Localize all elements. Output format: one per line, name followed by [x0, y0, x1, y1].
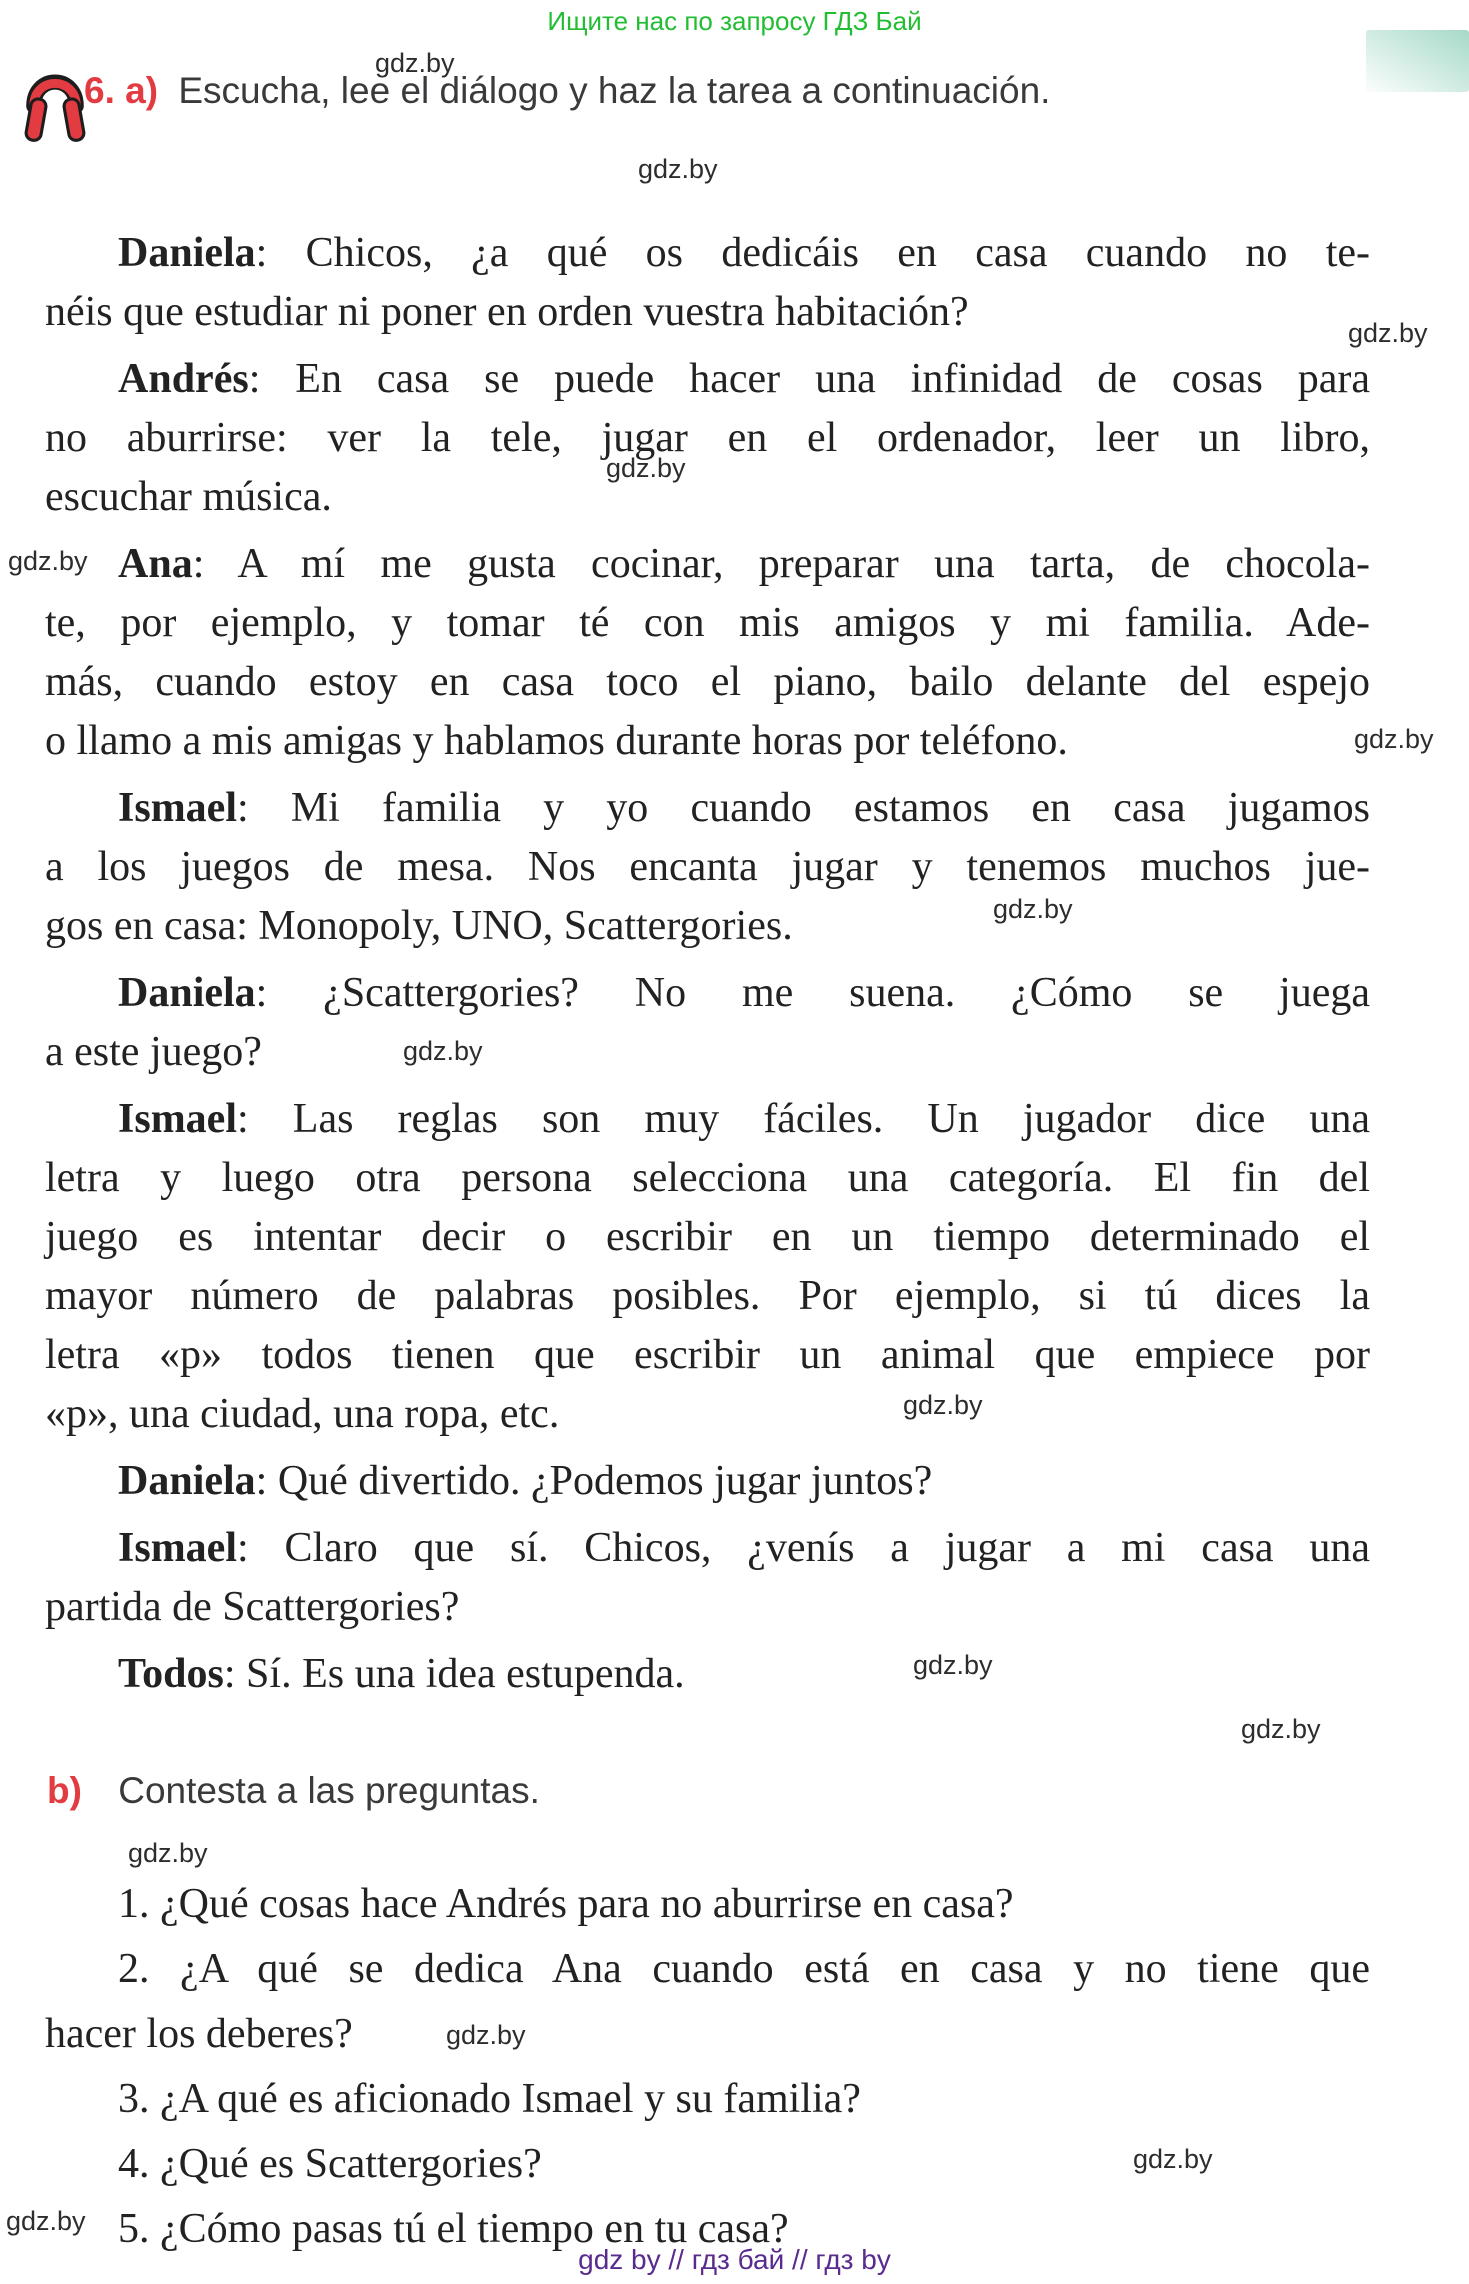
question-item: [45, 1872, 1370, 1937]
question-item: [45, 1937, 1370, 2067]
part-a-title: Escucha, lee el diálogo y haz la tarea a continuación.: [178, 70, 1051, 111]
dialogue-line: Daniela: Qué divertido. ¿Podemos jugar juntos?: [118, 1458, 933, 1504]
dialogue-line: más, cuando estoy en casa toco el piano, bailo delante del espejo: [45, 659, 1370, 705]
question-line: 1. ¿Qué cosas hace Andrés para no aburrirse en casa?: [118, 1881, 1014, 1927]
speaker-name: Daniela: [118, 230, 256, 276]
question-item: [45, 2067, 1370, 2132]
part-b-title: Contesta a las preguntas.: [118, 1770, 540, 1811]
speaker-name: Ana: [118, 541, 193, 587]
dialogue-paragraph: [45, 1519, 1370, 1637]
dialogue: [45, 224, 1370, 1704]
dialogue-paragraph: [45, 779, 1370, 956]
speaker-name: Ismael: [118, 785, 237, 831]
part-b-label: b): [47, 1770, 82, 1811]
gdz-watermark: gdz.by: [128, 1838, 208, 1868]
dialogue-line: Daniela: ¿Scattergories? No me suena. ¿Cómo se juega: [118, 970, 1370, 1016]
gdz-watermark: gdz.by: [1133, 2144, 1213, 2174]
exercise-number: 6.: [84, 70, 115, 111]
gdz-watermark: gdz.by: [8, 546, 88, 576]
dialogue-line: a los juegos de mesa. Nos encanta jugar y tenemos muchos jue-: [45, 844, 1370, 890]
promo-banner: Ищите нас по запросу ГДЗ Бай: [547, 6, 922, 36]
questions-list: [45, 1872, 1370, 2262]
speaker-name: Ismael: [118, 1525, 237, 1571]
speaker-name: Ismael: [118, 1096, 237, 1142]
gdz-watermark: gdz.by: [606, 453, 686, 483]
dialogue-paragraph: [45, 1090, 1370, 1444]
dialogue-paragraph: [45, 1645, 1370, 1704]
dialogue-paragraph: [45, 1452, 1370, 1511]
gdz-watermark: gdz.by: [638, 154, 718, 184]
dialogue-line: juego es intentar decir o escribir en un tiempo determinado el: [45, 1214, 1370, 1260]
gdz-watermark: gdz.by: [1348, 318, 1428, 348]
dialogue-line: Andrés: En casa se puede hacer una infinidad de cosas para: [118, 356, 1370, 402]
question-item: [45, 2132, 1370, 2197]
question-line: 4. ¿Qué es Scattergories?: [118, 2141, 542, 2187]
gdz-watermark: gdz.by: [403, 1036, 483, 1066]
question-line: 2. ¿A qué se dedica Ana cuando está en casa y no tiene que: [118, 1946, 1370, 1992]
dialogue-line: a este juego?: [45, 1029, 262, 1075]
dialogue-line: partida de Scattergories?: [45, 1584, 460, 1630]
speaker-name: Daniela: [118, 1458, 256, 1504]
dialogue-line: mayor número de palabras posibles. Por ejemplo, si tú dices la: [45, 1273, 1370, 1319]
question-line: 3. ¿A qué es aficionado Ismael y su familia?: [118, 2076, 861, 2122]
corner-gradient-decoration: [1366, 30, 1469, 92]
dialogue-line: gos en casa: Monopoly, UNO, Scattergories.: [45, 903, 793, 949]
gdz-watermark: gdz.by: [1241, 1714, 1321, 1744]
gdz-watermark: gdz.by: [375, 48, 455, 78]
dialogue-line: Ismael: Mi familia y yo cuando estamos en casa jugamos: [118, 785, 1370, 831]
dialogue-line: Ismael: Claro que sí. Chicos, ¿venís a jugar a mi casa una: [118, 1525, 1370, 1571]
dialogue-line: Ana: A mí me gusta cocinar, preparar una tarta, de chocola-: [118, 541, 1370, 587]
gdz-watermark: gdz.by: [446, 2020, 526, 2050]
dialogue-paragraph: [45, 224, 1370, 342]
dialogue-line: letra «p» todos tienen que escribir un animal que empiece por: [45, 1332, 1370, 1378]
footer-watermark: gdz by // гдз бай // гдз by: [578, 2244, 891, 2275]
dialogue-line: letra y luego otra persona selecciona una categoría. El fin del: [45, 1155, 1370, 1201]
dialogue-line: no aburrirse: ver la tele, jugar en el ordenador, leer un libro,: [45, 415, 1370, 461]
gdz-watermark: gdz.by: [903, 1390, 983, 1420]
gdz-watermark: gdz.by: [1354, 724, 1434, 754]
headphones-icon: [24, 56, 86, 148]
gdz-watermark: gdz.by: [6, 2206, 86, 2236]
gdz-watermark: gdz.by: [913, 1650, 993, 1680]
dialogue-line: te, por ejemplo, y tomar té con mis amigos y mi familia. Ade-: [45, 600, 1370, 646]
dialogue-line: néis que estudiar ni poner en orden vuestra habitación?: [45, 289, 969, 335]
speaker-name: Todos: [118, 1651, 224, 1697]
part-b-header: [47, 1770, 540, 1812]
question-line: hacer los deberes?: [45, 2011, 353, 2057]
dialogue-line: escuchar música.: [45, 474, 332, 520]
speaker-name: Daniela: [118, 970, 256, 1016]
dialogue-line: Daniela: Chicos, ¿a qué os dedicáis en casa cuando no te-: [118, 230, 1370, 276]
dialogue-paragraph: [45, 535, 1370, 771]
exercise-header: [84, 70, 1050, 112]
dialogue-paragraph: [45, 350, 1370, 527]
dialogue-line: Ismael: Las reglas son muy fáciles. Un jugador dice una: [118, 1096, 1370, 1142]
dialogue-line: «p», una ciudad, una ropa, etc.: [45, 1391, 560, 1437]
dialogue-line: o llamo a mis amigas y hablamos durante horas por teléfono.: [45, 718, 1068, 764]
gdz-watermark: gdz.by: [993, 894, 1073, 924]
part-a-label: a): [125, 70, 159, 111]
question-line: 5. ¿Cómo pasas tú el tiempo en tu casa?: [118, 2206, 789, 2252]
dialogue-line: Todos: Sí. Es una idea estupenda.: [118, 1651, 685, 1697]
dialogue-paragraph: [45, 964, 1370, 1082]
speaker-name: Andrés: [118, 356, 249, 402]
